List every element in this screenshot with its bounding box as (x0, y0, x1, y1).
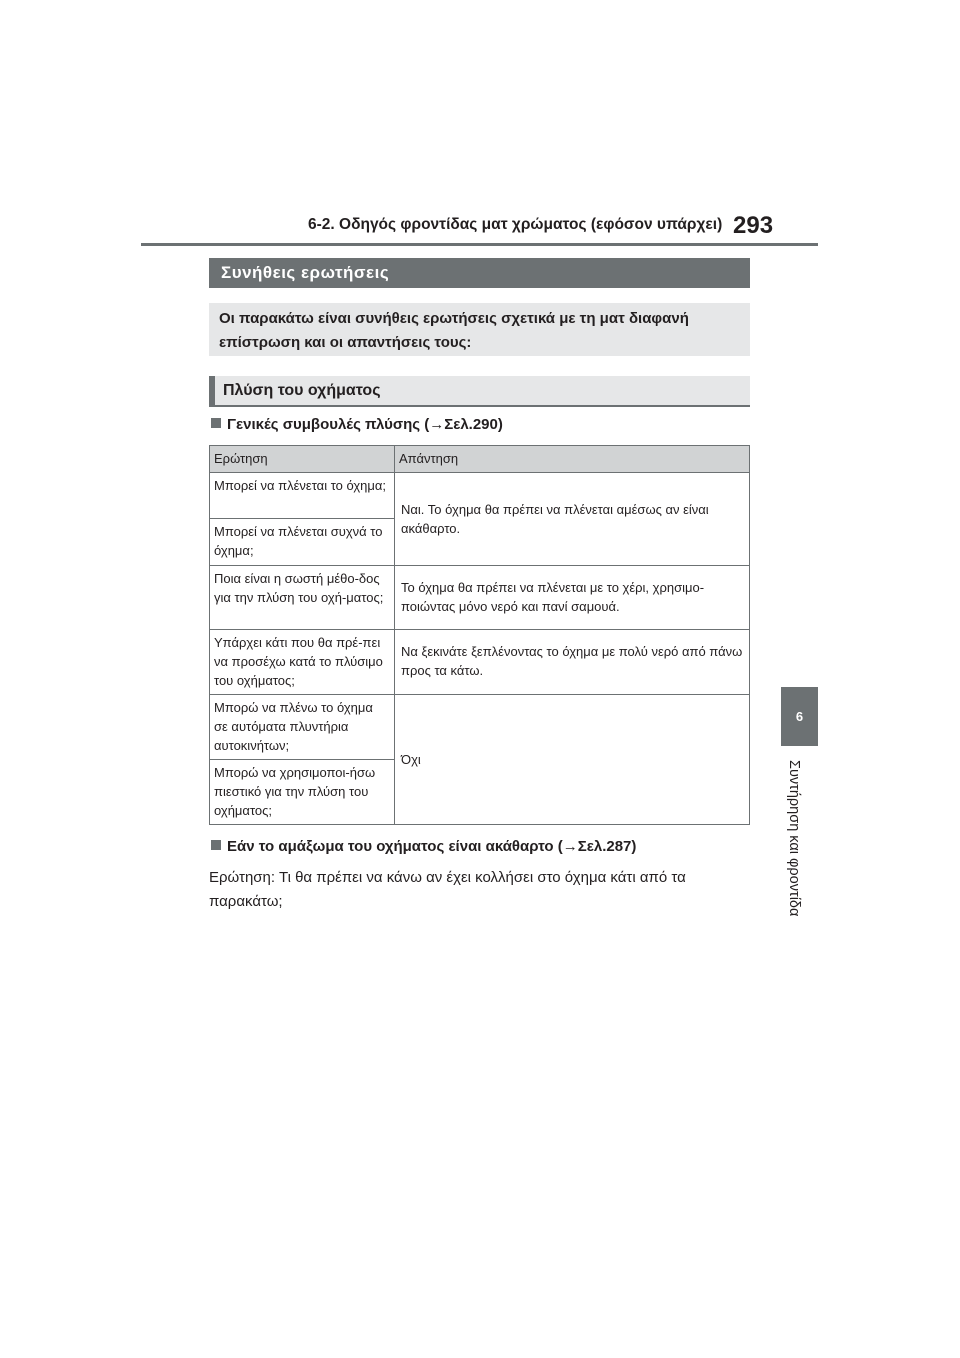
running-header-title: 6-2. Οδηγός φροντίδας ματ χρώματος (εφόσον υπάρχει) (308, 216, 723, 233)
header-divider (141, 243, 818, 246)
answer-cell: Να ξεκινάτε ξεπλένοντας το όχημα με πολύ νερό από πάνω προς τα κάτω. (395, 630, 750, 695)
answer-cell: Ναι. Το όχημα θα πρέπει να πλένεται αμέσως αν είναι ακάθαρτο. (395, 473, 750, 566)
bullet-square-icon (211, 840, 221, 850)
table-header-row (210, 446, 750, 473)
section-title: Συνήθεις ερωτήσεις (209, 258, 750, 288)
faq-table (209, 445, 750, 825)
question-cell: Μπορεί να πλένεται το όχημα; (210, 473, 395, 519)
dirty-body-heading (211, 838, 636, 855)
question-cell: Ποια είναι η σωστή μέθο-δος για την πλύση του οχή-ματος; (210, 566, 395, 630)
question-paragraph: Ερώτηση: Τι θα πρέπει να κάνω αν έχει κολλήσει στο όχημα κάτι από τα παρακάτω; (209, 869, 686, 910)
table-row (210, 473, 750, 519)
table-row (210, 695, 750, 760)
chapter-tab: 6 (781, 687, 818, 746)
dirty-body-heading-text: Εάν το αμάξωμα του οχήματος είναι ακάθαρτο (→Σελ.287) (227, 838, 637, 855)
question-cell: Μπορεί να πλένεται συχνά το όχημα; (210, 519, 395, 566)
table-row (210, 630, 750, 695)
answer-cell: Όχι (395, 695, 750, 825)
question-cell: Μπορώ να πλένω το όχημα σε αυτόματα πλυντήρια αυτοκινήτων; (210, 695, 395, 760)
bullet-square-icon (211, 418, 221, 428)
question-cell: Μπορώ να χρησιμοποι-ήσω πιεστικό για την πλύση του οχήματος; (210, 760, 395, 825)
chapter-label: Συντήρηση και φροντίδα (786, 760, 802, 917)
general-tips-heading-text: Γενικές συμβουλές πλύσης (→Σελ.290) (227, 416, 503, 433)
page-number: 293 (733, 212, 774, 239)
answer-cell: Το όχημα θα πρέπει να πλένεται με το χέρι, χρησιμο-ποιώντας μόνο νερό και πανί σαμουά. (395, 566, 750, 630)
subsection-title: Πλύση του οχήματος (209, 376, 750, 407)
general-tips-heading (211, 416, 503, 433)
section-intro: Οι παρακάτω είναι συνήθεις ερωτήσεις σχετικά με τη ματ διαφανή επίστρωση και οι απαντήσεις τους: (209, 303, 750, 356)
header-answer: Απάντηση (395, 446, 750, 473)
table-row (210, 566, 750, 630)
header-question: Ερώτηση (210, 446, 395, 473)
question-cell: Υπάρχει κάτι που θα πρέ-πει να προσέχω κατά το πλύσιμο του οχήματος; (210, 630, 395, 695)
